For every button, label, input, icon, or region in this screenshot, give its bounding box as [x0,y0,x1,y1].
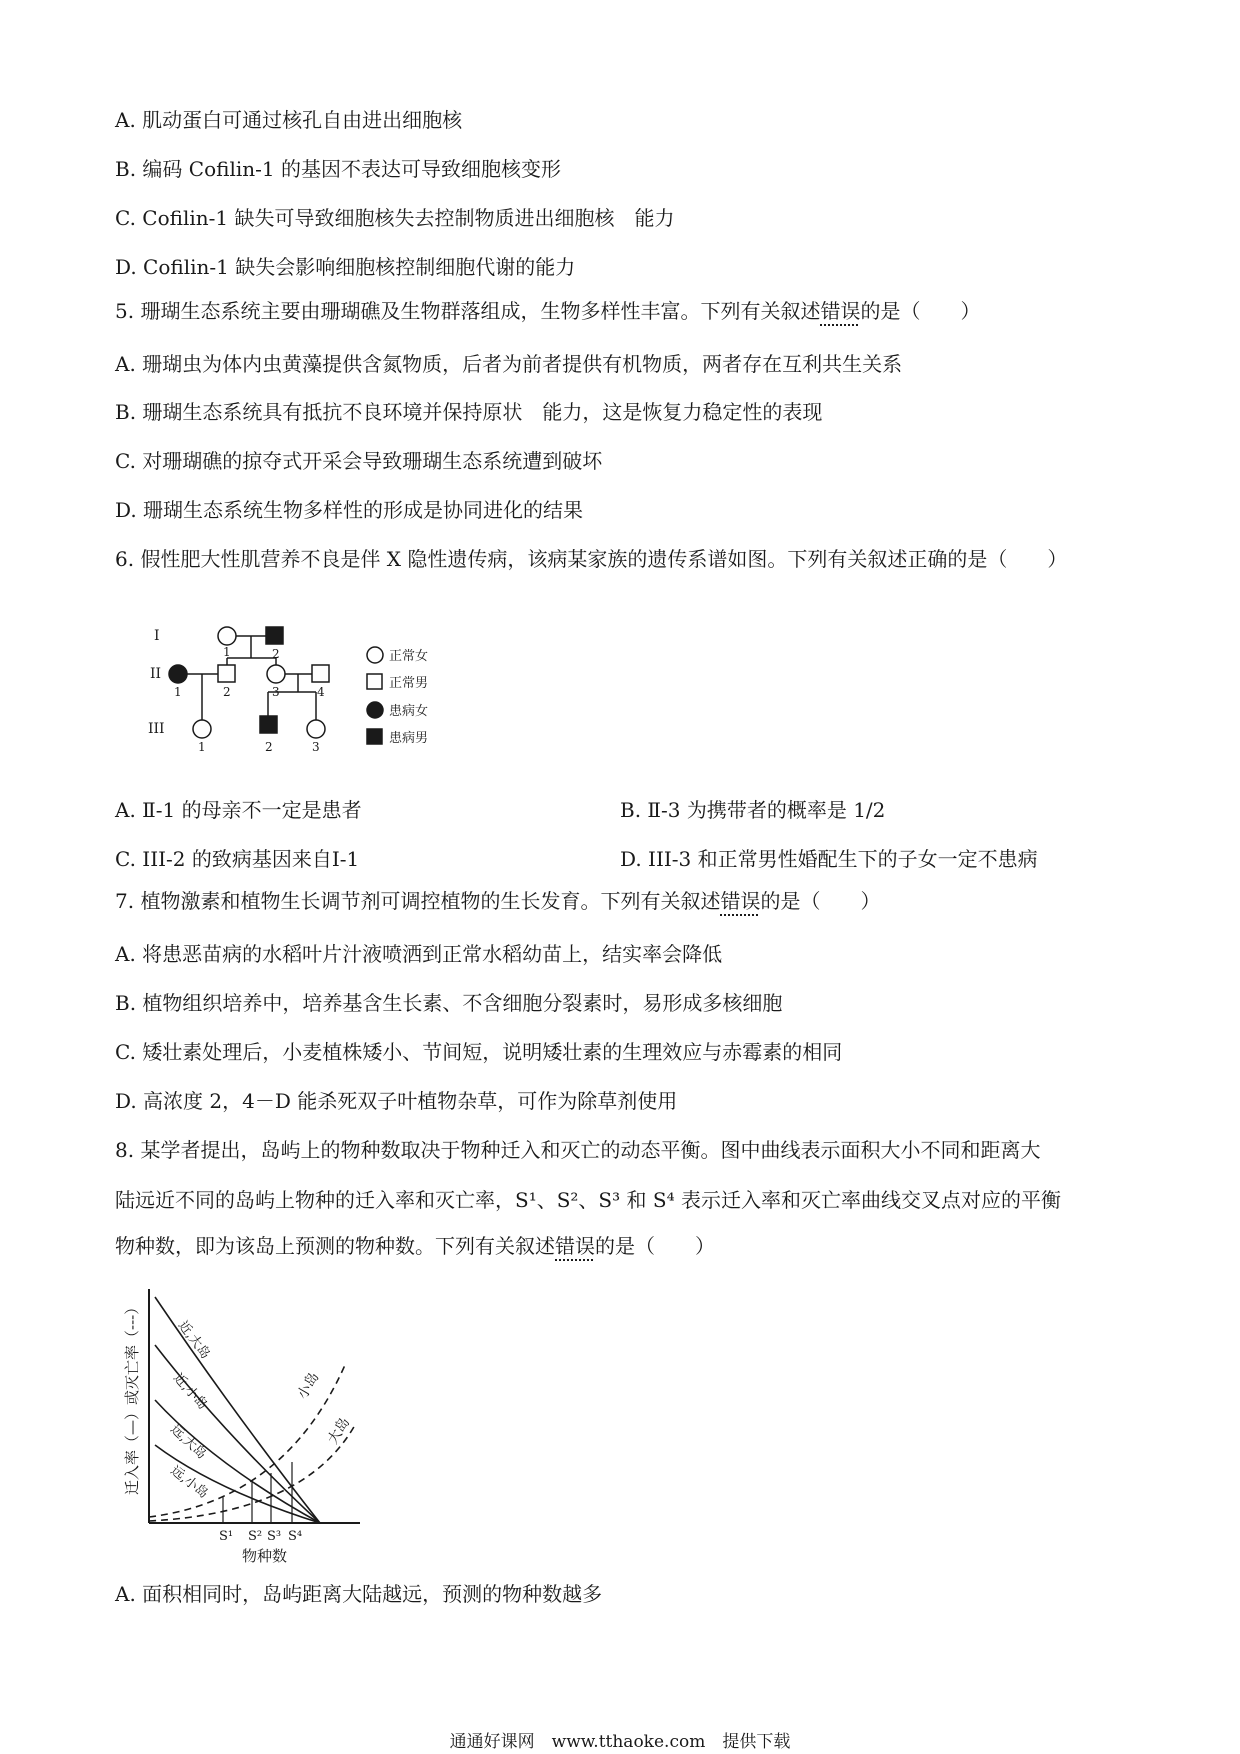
q4-option-d: D. Cofilin-1 缺失会影响细胞核控制细胞代谢的能力 [115,255,576,279]
series-label-far-large: 远,大岛 [167,1421,210,1463]
q6-option-c: C. III-2 的致病基因来自Ⅰ-1 [115,847,360,871]
label-iii3: 3 [312,740,320,754]
x-tick-s2: S² [248,1529,263,1544]
label-iii2: 2 [265,740,273,754]
chart-x-label: 物种数 [242,1547,288,1565]
series-label-large-island: 大岛 [324,1414,354,1448]
q6-option-d: D. III-3 和正常男性婚配生下的子女一定不患病 [620,847,1038,871]
q8-stem-pre: 物种数，即为该岛上预测的物种数。下列有关叙述 [115,1234,555,1258]
x-tick-s4: S⁴ [288,1529,303,1544]
q5-stem-post: 的是（ ） [860,299,981,323]
label-ii2: 2 [223,685,231,699]
label-ii3: 3 [272,685,280,699]
q8-stem-emph: 错误 [555,1234,595,1258]
q8-stem-line2: 陆远近不同的岛屿上物种的迁入率和灭亡率，S¹、S²、S³ 和 S⁴ 表示迁入率和灭亡率曲线交叉点对应的平衡 [115,1188,1061,1212]
page-footer: 通通好课网 www.tthaoke.com 提供下载 [449,1732,791,1752]
q7-option-c: C. 矮壮素处理后，小麦植株矮小、节间短，说明矮壮素的生理效应与赤霉素的相同 [115,1040,843,1064]
legend-affected-female: 患病女 [389,704,429,719]
island-chart [115,1275,415,1565]
q7-option-d: D. 高浓度 2，4－D 能杀死双子叶植物杂草，可作为除草剂使用 [115,1089,678,1113]
q5-stem-emph: 错误 [820,299,861,323]
q6-stem: 6. 假性肥大性肌营养不良是伴 X 隐性遗传病，该病某家族的遗传系谱如图。下列有关叙述正确的是（ ） [115,547,1068,571]
q7-option-b: B. 植物组织培养中，培养基含生长素、不含细胞分裂素时，易形成多核细胞 [115,991,783,1015]
label-i1: 1 [223,645,231,659]
gen-label-i: I [154,628,160,644]
chart-y-label: 迁入率（—）或灭亡率（---） [123,1299,141,1495]
q8-stem-post: 的是（ ） [595,1234,715,1258]
q7-stem-pre: 7. 植物激素和植物生长调节剂可调控植物的生长发育。下列有关叙述 [115,889,721,913]
q4-option-a: A. 肌动蛋白可通过核孔自由进出细胞核 [115,108,463,132]
series-label-far-small: 远,小岛 [167,1463,211,1502]
q5-stem-pre: 5. 珊瑚生态系统主要由珊瑚礁及生物群落组成，生物多样性丰富。下列有关叙述 [115,299,821,323]
q7-stem-post: 的是（ ） [760,889,881,913]
gen-label-ii: II [150,666,162,682]
legend-normal-female: 正常女 [389,649,429,664]
q7-option-a: A. 将患恶苗病的水稻叶片汁液喷洒到正常水稻幼苗上，结实率会降低 [115,942,723,966]
x-tick-s1: S¹ [219,1529,234,1544]
q6-option-a: A. Ⅱ-1 的母亲不一定是患者 [115,798,362,822]
x-tick-s3: S³ [267,1529,282,1544]
q7-stem [115,887,880,915]
legend-normal-male: 正常男 [389,676,429,691]
q5-option-c: C. 对珊瑚礁的掠夺式开采会导致珊瑚生态系统遭到破坏 [115,449,603,473]
series-label-near-small: 近,小岛 [170,1370,211,1413]
q6-option-b: B. Ⅱ-3 为携带者的概率是 1/2 [620,798,886,822]
pedigree-chart [140,620,460,760]
q5-option-b: B. 珊瑚生态系统具有抵抗不良环境并保持原状 能力，这是恢复力稳定性的表现 [115,400,823,424]
series-label-near-large: 近,大岛 [174,1318,213,1362]
label-ii1: 1 [174,685,182,699]
q5-stem [115,297,980,325]
gen-label-iii: III [148,721,165,737]
series-label-small-island: 小岛 [294,1369,323,1402]
q8-stem-line3 [115,1232,715,1260]
label-ii4: 4 [317,685,325,699]
q5-option-d: D. 珊瑚生态系统生物多样性的形成是协同进化的结果 [115,498,584,522]
q4-option-c: C. Cofilin-1 缺失可导致细胞核失去控制物质进出细胞核 能力 [115,206,675,230]
label-iii1: 1 [198,740,206,754]
label-i2: 2 [272,647,280,661]
q8-option-a: A. 面积相同时，岛屿距离大陆越远，预测的物种数越多 [115,1582,603,1606]
q5-option-a: A. 珊瑚虫为体内虫黄藻提供含氮物质，后者为前者提供有机物质，两者存在互利共生关系 [115,352,903,376]
q4-option-b: B. 编码 Cofilin-1 的基因不表达可导致细胞核变形 [115,157,561,181]
q8-stem-line1: 8. 某学者提出，岛屿上的物种数取决于物种迁入和灭亡的动态平衡。图中曲线表示面积大小不同和距离大 [115,1138,1041,1162]
legend-affected-male: 患病男 [389,731,429,746]
q7-stem-emph: 错误 [720,889,761,913]
